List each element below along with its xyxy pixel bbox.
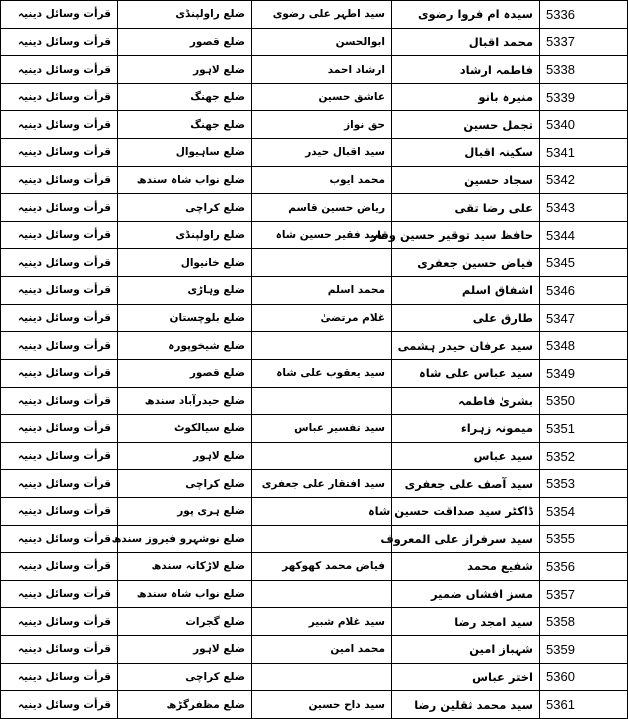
district-cell: ضلع نواب شاہ سندھ [118, 166, 252, 194]
result-cell: قرأت وسائل دینیہ [1, 636, 118, 664]
serial-number-cell: 5336 [540, 1, 628, 29]
result-cell: قرأت وسائل دینیہ [1, 525, 118, 553]
name-cell: سید آصف علی جعفری [392, 470, 540, 498]
table-row [1, 525, 628, 553]
name-cell: ڈاکٹر سید صداقت حسین شاہ [392, 497, 540, 525]
district-cell: ضلع لاڑکانہ سندھ [118, 553, 252, 581]
name-cell: سیدہ ام فروا رضوی [392, 1, 540, 29]
serial-number-cell: 5356 [540, 553, 628, 581]
name-cell: سید محمد ثقلین رضا [392, 691, 540, 719]
name-cell: محمد اقبال [392, 28, 540, 56]
district-cell: ضلع قصور [118, 28, 252, 56]
father-name-cell [252, 663, 392, 691]
result-cell: قرأت وسائل دینیہ [1, 470, 118, 498]
result-cell: قرأت وسائل دینیہ [1, 497, 118, 525]
district-cell: ضلع جھنگ [118, 111, 252, 139]
district-cell: ضلع گجرات [118, 608, 252, 636]
result-cell: قرأت وسائل دینیہ [1, 194, 118, 222]
father-name-cell: سید تفسیر عباس [252, 415, 392, 443]
table-row [1, 663, 628, 691]
table-row [1, 56, 628, 84]
table-row [1, 28, 628, 56]
name-cell: سجاد حسین [392, 166, 540, 194]
result-cell: قرأت وسائل دینیہ [1, 277, 118, 305]
result-cell: قرأت وسائل دینیہ [1, 387, 118, 415]
table-row [1, 277, 628, 305]
serial-number-cell: 5360 [540, 663, 628, 691]
father-name-cell: ارشاد احمد [252, 56, 392, 84]
father-name-cell: عاشق حسین [252, 83, 392, 111]
name-cell: مسز افشاں ضمیر [392, 580, 540, 608]
table-row [1, 304, 628, 332]
father-name-cell: سید غلام شبیر [252, 608, 392, 636]
father-name-cell: سید یعقوب علی شاہ [252, 359, 392, 387]
name-cell: منیرہ بانو [392, 83, 540, 111]
serial-number-cell: 5340 [540, 111, 628, 139]
result-cell: قرأت وسائل دینیہ [1, 249, 118, 277]
father-name-cell: سید اقبال حیدر [252, 139, 392, 167]
district-cell: ضلع حیدرآباد سندھ [118, 387, 252, 415]
district-cell: ضلع نوشہرو فیروز سندھ [118, 525, 252, 553]
table-row [1, 387, 628, 415]
serial-number-cell: 5357 [540, 580, 628, 608]
serial-number-cell: 5351 [540, 415, 628, 443]
name-cell: میمونہ زہراء [392, 415, 540, 443]
serial-number-cell: 5347 [540, 304, 628, 332]
table-row [1, 1, 628, 29]
serial-number-cell: 5361 [540, 691, 628, 719]
father-name-cell [252, 332, 392, 360]
name-cell: فاطمہ ارشاد [392, 56, 540, 84]
result-cell: قرأت وسائل دینیہ [1, 111, 118, 139]
table-body [1, 1, 628, 719]
father-name-cell [252, 442, 392, 470]
table-row [1, 415, 628, 443]
district-cell: ضلع سیالکوٹ [118, 415, 252, 443]
father-name-cell: محمد ایوب [252, 166, 392, 194]
result-cell: قرأت وسائل دینیہ [1, 691, 118, 719]
serial-number-cell: 5350 [540, 387, 628, 415]
name-cell: شفیع محمد [392, 553, 540, 581]
father-name-cell: حق نواز [252, 111, 392, 139]
name-cell: سید عرفان حیدر ہشمی [392, 332, 540, 360]
district-cell: ضلع شیخوپورہ [118, 332, 252, 360]
name-cell: طارق علی [392, 304, 540, 332]
district-cell: ضلع کراچی [118, 194, 252, 222]
table-row [1, 470, 628, 498]
name-cell: بشریٰ فاطمہ [392, 387, 540, 415]
district-cell: ضلع ہری پور [118, 497, 252, 525]
name-cell: سید سرفراز علی المعروف [392, 525, 540, 553]
district-cell: ضلع کراچی [118, 470, 252, 498]
result-cell: قرأت وسائل دینیہ [1, 332, 118, 360]
district-cell: ضلع وہاڑی [118, 277, 252, 305]
father-name-cell [252, 580, 392, 608]
table-row [1, 221, 628, 249]
serial-number-cell: 5359 [540, 636, 628, 664]
name-cell: سید عباس [392, 442, 540, 470]
table-row [1, 636, 628, 664]
table-row [1, 166, 628, 194]
serial-number-cell: 5346 [540, 277, 628, 305]
serial-number-cell: 5345 [540, 249, 628, 277]
serial-number-cell: 5352 [540, 442, 628, 470]
result-cell: قرأت وسائل دینیہ [1, 166, 118, 194]
name-cell: شہباز امین [392, 636, 540, 664]
district-cell: ضلع جھنگ [118, 83, 252, 111]
district-cell: ضلع ساہیوال [118, 139, 252, 167]
table-row [1, 580, 628, 608]
name-cell: حافظ سید توقیر حسین وقار [392, 221, 540, 249]
serial-number-cell: 5349 [540, 359, 628, 387]
table-row [1, 553, 628, 581]
district-cell: ضلع مظفرگڑھ [118, 691, 252, 719]
result-cell: قرأت وسائل دینیہ [1, 221, 118, 249]
name-cell: تجمل حسین [392, 111, 540, 139]
name-cell: اختر عباس [392, 663, 540, 691]
result-cell: قرأت وسائل دینیہ [1, 83, 118, 111]
result-cell: قرأت وسائل دینیہ [1, 359, 118, 387]
table-row [1, 249, 628, 277]
serial-number-cell: 5344 [540, 221, 628, 249]
table-row [1, 83, 628, 111]
father-name-cell: سید اطہر علی رضوی [252, 1, 392, 29]
table-row [1, 332, 628, 360]
district-cell: ضلع کراچی [118, 663, 252, 691]
table-row [1, 691, 628, 719]
serial-number-cell: 5348 [540, 332, 628, 360]
result-cell: قرأت وسائل دینیہ [1, 28, 118, 56]
district-cell: ضلع لاہور [118, 56, 252, 84]
name-cell: اشفاق اسلم [392, 277, 540, 305]
name-cell: سید امجد رضا [392, 608, 540, 636]
father-name-cell: سید افتقار علی جعفری [252, 470, 392, 498]
result-cell: قرأت وسائل دینیہ [1, 663, 118, 691]
table-row [1, 608, 628, 636]
father-name-cell [252, 387, 392, 415]
serial-number-cell: 5355 [540, 525, 628, 553]
table-row [1, 139, 628, 167]
district-cell: ضلع قصور [118, 359, 252, 387]
district-cell: ضلع لاہور [118, 442, 252, 470]
father-name-cell: سید فقیر حسین شاہ [252, 221, 392, 249]
result-cell: قرأت وسائل دینیہ [1, 139, 118, 167]
father-name-cell: ریاض حسین قاسم [252, 194, 392, 222]
district-cell: ضلع نواب شاہ سندھ [118, 580, 252, 608]
district-cell: ضلع بلوچستان [118, 304, 252, 332]
result-cell: قرأت وسائل دینیہ [1, 304, 118, 332]
serial-number-cell: 5354 [540, 497, 628, 525]
result-cell: قرأت وسائل دینیہ [1, 553, 118, 581]
serial-number-cell: 5343 [540, 194, 628, 222]
name-cell: علی رضا تقی [392, 194, 540, 222]
serial-number-cell: 5353 [540, 470, 628, 498]
result-cell: قرأت وسائل دینیہ [1, 442, 118, 470]
table-row [1, 111, 628, 139]
result-cell: قرأت وسائل دینیہ [1, 580, 118, 608]
serial-number-cell: 5342 [540, 166, 628, 194]
table-row [1, 442, 628, 470]
district-cell: ضلع لاہور [118, 636, 252, 664]
father-name-cell: سید داح حسین [252, 691, 392, 719]
serial-number-cell: 5358 [540, 608, 628, 636]
table-row [1, 194, 628, 222]
father-name-cell [252, 249, 392, 277]
father-name-cell: محمد اسلم [252, 277, 392, 305]
table-row [1, 359, 628, 387]
father-name-cell: غلام مرتضیٰ [252, 304, 392, 332]
serial-number-cell: 5341 [540, 139, 628, 167]
result-cell: قرأت وسائل دینیہ [1, 56, 118, 84]
father-name-cell: ابوالحسن [252, 28, 392, 56]
result-cell: قرأت وسائل دینیہ [1, 1, 118, 29]
result-cell: قرأت وسائل دینیہ [1, 415, 118, 443]
serial-number-cell: 5339 [540, 83, 628, 111]
serial-number-cell: 5338 [540, 56, 628, 84]
father-name-cell: محمد امین [252, 636, 392, 664]
name-cell: فیاض حسین جعفری [392, 249, 540, 277]
father-name-cell: فیاض محمد کھوکھر [252, 553, 392, 581]
district-cell: ضلع خانیوال [118, 249, 252, 277]
name-cell: سکینہ اقبال [392, 139, 540, 167]
serial-number-cell: 5337 [540, 28, 628, 56]
name-cell: سید عباس علی شاہ [392, 359, 540, 387]
table-row [1, 497, 628, 525]
result-cell: قرأت وسائل دینیہ [1, 608, 118, 636]
district-cell: ضلع راولپنڈی [118, 1, 252, 29]
father-name-cell [252, 525, 392, 553]
district-cell: ضلع راولپنڈی [118, 221, 252, 249]
